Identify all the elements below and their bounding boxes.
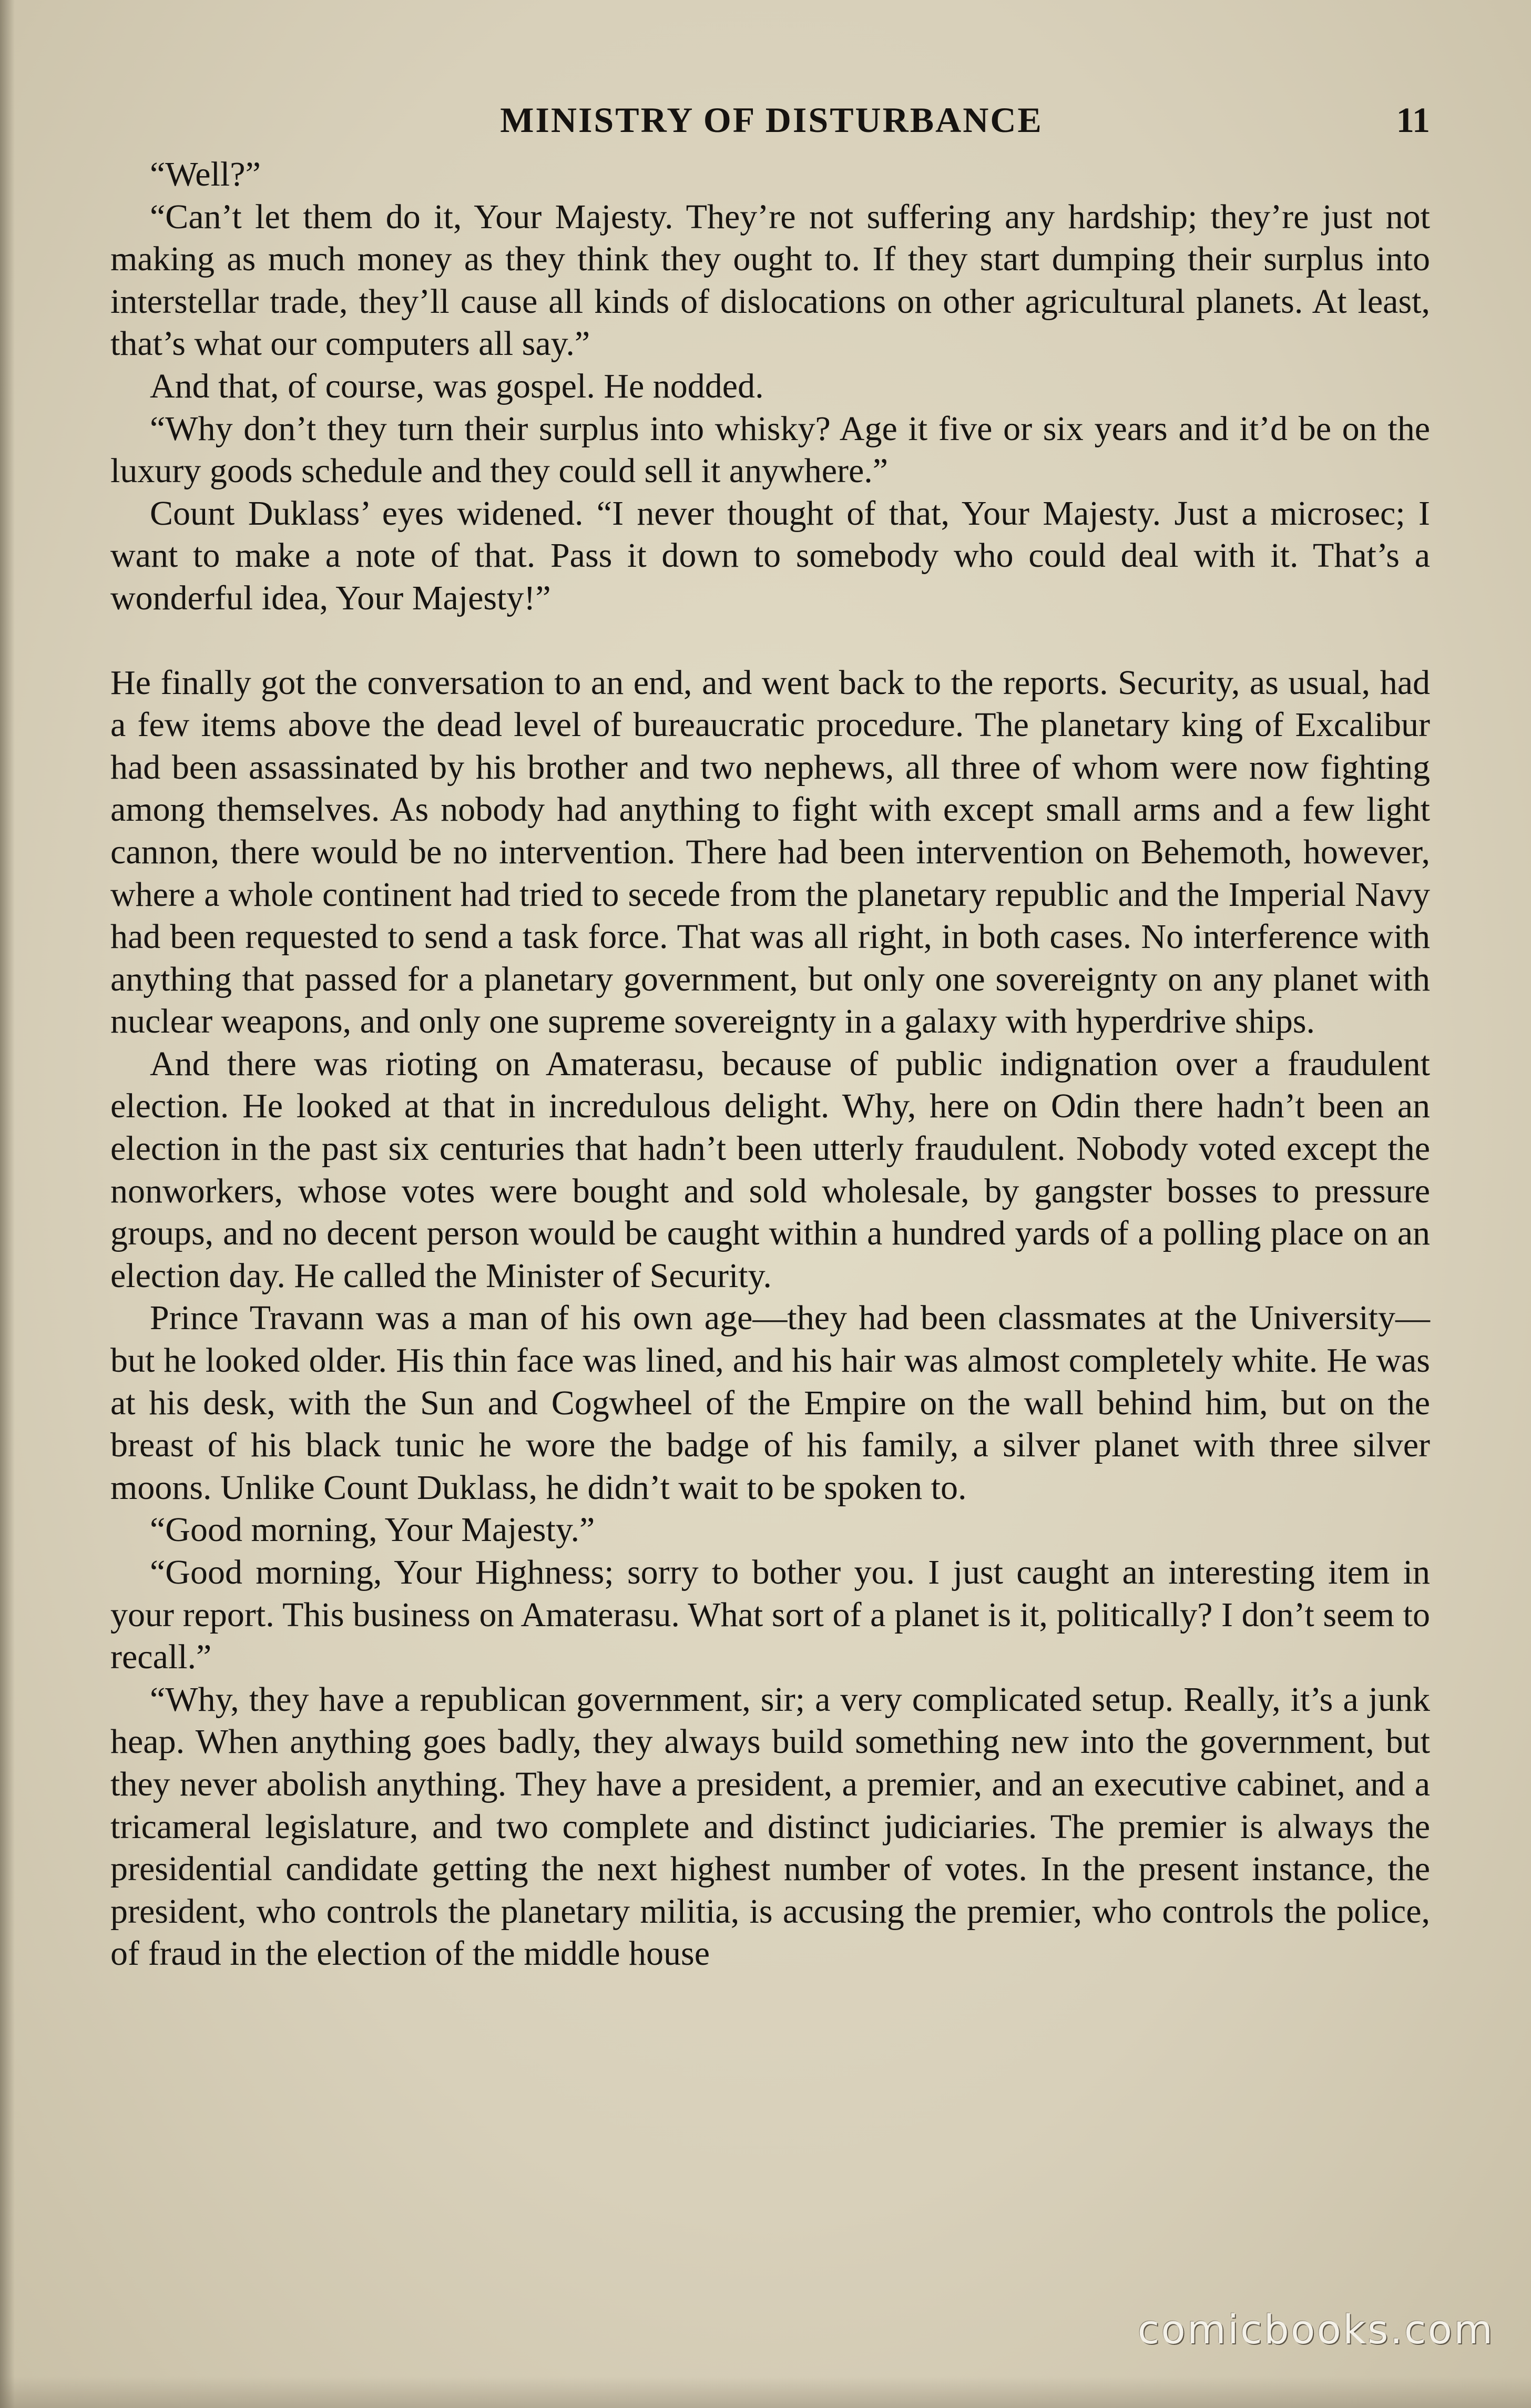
paragraph: And there was rioting on Amaterasu, because of public indignation over a fraudulent election. He looked at that in incredulous delight. Why, here on Odin there hadn’t been an election in the past six centuries that hadn’t been utterly fraudulent. Nobody voted except the nonworkers, whose votes were bought and sold wholesale, by gangster bosses to pressure groups, and no decent person would be caught within a hundred yards of a polling place on an election day. He called the Minister of Security. <box>110 1044 1430 1295</box>
paragraph: “Why don’t they turn their surplus into whisky? Age it five or six years and it’d be on the luxury goods schedule and they could sell it anywhere.” <box>110 409 1430 491</box>
paragraph: “Good morning, Your Majesty.” <box>150 1511 595 1549</box>
running-head: MINISTRY OF DISTURBANCE <box>500 100 1043 140</box>
paragraph: Prince Travann was a man of his own age—they had been classmates at the University—but he looked older. His thin face was lined, and his hair was almost completely white. He was at his desk, with the Sun and Cogwheel of the Empire on the wall behind him, but on the breast of his black tunic he wore the badge of his family, a silver planet with three silver moons. Unlike Count Duklass, he didn’t wait to be spoken to. <box>110 1299 1430 1507</box>
page-header <box>113 94 1430 146</box>
page-number: 11 <box>1396 100 1430 140</box>
watermark: comicbooks.com <box>1137 2306 1494 2353</box>
paragraph: “Well?” <box>150 155 261 193</box>
paragraph: “Why, they have a republican government, sir; a very complicated setup. Really, it’s a junk heap. When anything goes badly, they always build something new into the government, but they never abolish anything. They have a president, a premier, and an executive cabinet, and a tricameral legislature, and two complete and distinct judiciaries. The premier is always the presidential candidate getting the next highest number of votes. In the present instance, the president, who controls the planetary militia, is accusing the premier, who controls the police, of fraud in the election of the middle house <box>110 1680 1430 1973</box>
paragraph: And that, of course, was gospel. He nodded. <box>150 366 764 405</box>
page-bottom-shadow <box>0 2376 1531 2408</box>
page-gutter-shadow <box>0 0 15 2408</box>
paragraph: He finally got the conversation to an end, and went back to the reports. Security, as usual, had a few items above the dead level of bureaucratic procedure. The planetary king of Excalibur had been assassinated by his brother and two nephews, all three of whom were now fighting among themselves. As nobody had anything to fight with except small arms and a few light cannon, there would be no intervention. There had been intervention on Behemoth, however, where a whole continent had tried to secede from the planetary republic and the Imperial Navy had been requested to send a task force. That was all right, in both cases. No interference with anything that passed for a planetary government, but only one sovereignty on any planet with nuclear weapons, and only one supreme sovereignty in a galaxy with hyperdrive ships. <box>110 663 1430 1041</box>
body-text <box>110 154 1430 1975</box>
paragraph: “Can’t let them do it, Your Majesty. They’re not suffering any hardship; they’re just not making as much money as they think they ought to. If they start dumping their surplus into interstellar trade, they’ll cause all kinds of dislocations on other agricultural planets. At least, that’s what our computers all say.” <box>110 197 1430 363</box>
paragraph: Count Duklass’ eyes widened. “I never thought of that, Your Majesty. Just a microsec; I want to make a note of that. Pass it down to somebody who could deal with it. That’s a wonderful idea, Your Majesty!” <box>110 494 1430 617</box>
paragraph: “Good morning, Your Highness; sorry to bother you. I just caught an interesting item in your report. This business on Amaterasu. What sort of a planet is it, politically? I don’t seem to recall.” <box>110 1553 1430 1677</box>
